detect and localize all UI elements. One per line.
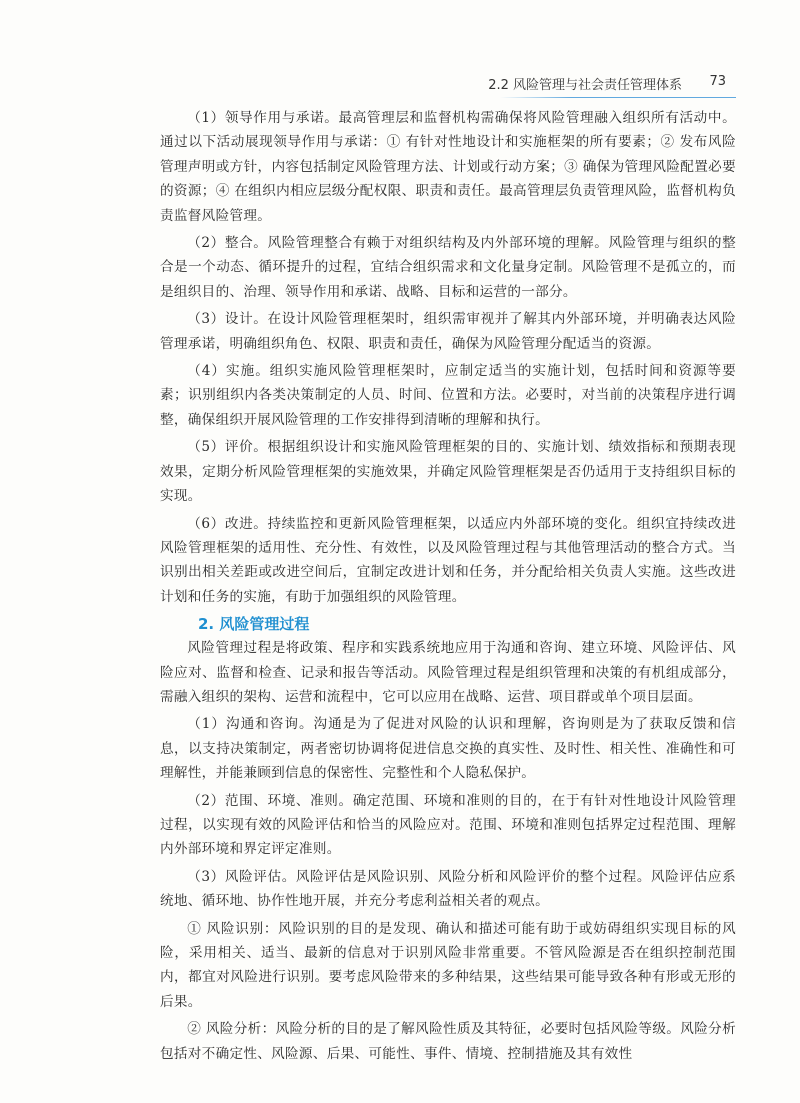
section-heading-risk-process: 2. 风险管理过程 — [198, 615, 310, 634]
paragraph-risk-identification: ① 风险识别：风险识别的目的是发现、确认和描述可能有助于或妨碍组织实现目标的风险，采用相关、适当、最新的信息对于识别风险非常重要。不管风险源是否在组织控制范围内，都宜对风险进行识别。要考虑风险带来的多种结果，这些结果可能导致各种有形或无形的后果。 — [160, 920, 736, 1010]
paragraph-implementation: （4）实施。组织实施风险管理框架时，应制定适当的实施计划，包括时间和资源等要素；识别组织内各类决策制定的人员、时间、位置和方法。必要时，对当前的决策程序进行调整，确保组织开展风险管理的工作安排得到清晰的理解和执行。 — [160, 363, 736, 428]
paragraph-integration: （2）整合。风险管理整合有赖于对组织结构及内外部环境的理解。风险管理与组织的整合是一个动态、循环提升的过程，宜结合组织需求和文化量身定制。风险管理不是孤立的，而是组织目的、治理、领导作用和承诺、战略、目标和运营的一部分。 — [160, 235, 736, 300]
paragraph-improvement: （6）改进。持续监控和更新风险管理框架，以适应内外部环境的变化。组织宜持续改进风险管理框架的适用性、充分性、有效性，以及风险管理过程与其他管理活动的整合方式。当识别出相关差距或改进空间后，宜制定改进计划和任务，并分配给相关负责人实施。这些改进计划和任务的实施，有助于加强组织的风险管理。 — [160, 515, 736, 605]
header-rule — [500, 97, 736, 98]
paragraph-risk-assessment: （3）风险评估。风险评估是风险识别、风险分析和风险评价的整个过程。风险评估应系统地、循环地、协作性地开展，并充分考虑利益相关者的观点。 — [160, 868, 736, 910]
paragraph-process-intro: 风险管理过程是将政策、程序和实践系统地应用于沟通和咨询、建立环境、风险评估、风险应对、监督和检查、记录和报告等活动。风险管理过程是组织管理和决策的有机组成部分，需融入组织的架构、运营和流程中，它可以应用在战略、运营、项目群或单个项目层面。 — [160, 640, 736, 705]
paragraph-scope: （2）范围、环境、准则。确定范围、环境和准则的目的，在于有针对性地设计风险管理过程，以实现有效的风险评估和恰当的风险应对。范围、环境和准则包括界定过程范围、理解内外部环境和界定评定准则。 — [160, 792, 736, 858]
paragraph-communication: （1）沟通和咨询。沟通是为了促进对风险的认识和理解，咨询则是为了获取反馈和信息，以支持决策制定，两者密切协调将促进信息交换的真实性、及时性、相关性、准确性和可理解性，并能兼顾到信息的保密性、完整性和个人隐私保护。 — [160, 716, 736, 782]
header-section-title: 2.2 风险管理与社会责任管理体系 — [488, 78, 682, 93]
body-text — [160, 106, 736, 1069]
running-header — [0, 74, 800, 94]
paragraph-risk-analysis: ② 风险分析：风险分析的目的是了解风险性质及其特征，必要时包括风险等级。风险分析包括对不确定性、风险源、后果、可能性、事件、情境、控制措施及其有效性 — [160, 1021, 736, 1062]
paragraph-leadership: （1）领导作用与承诺。最高管理层和监督机构需确保将风险管理融入组织所有活动中。通过以下活动展现领导作用与承诺：① 有针对性地设计和实施框架的所有要素；② 发布风险管理声明或方针，内容包括制定风险管理方法、计划或行动方案；③ 确保为管理风险配置必要的资源；④ 在组织内相应层级分配权限、职责和责任。最高管理层负责管理风险，监督机构负责监督风险管理。 — [160, 110, 736, 224]
paragraph-evaluation: （5）评价。根据组织设计和实施风险管理框架的目的、实施计划、绩效指标和预期表现效果，定期分析风险管理框架的实施效果，并确定风险管理框架是否仍适用于支持组织目标的实现。 — [160, 439, 736, 505]
page-number: 73 — [709, 74, 726, 89]
paragraph-design: （3）设计。在设计风险管理框架时，组织需审视并了解其内外部环境，并明确表达风险管理承诺，明确组织角色、权限、职责和责任，确保为风险管理分配适当的资源。 — [160, 311, 736, 352]
